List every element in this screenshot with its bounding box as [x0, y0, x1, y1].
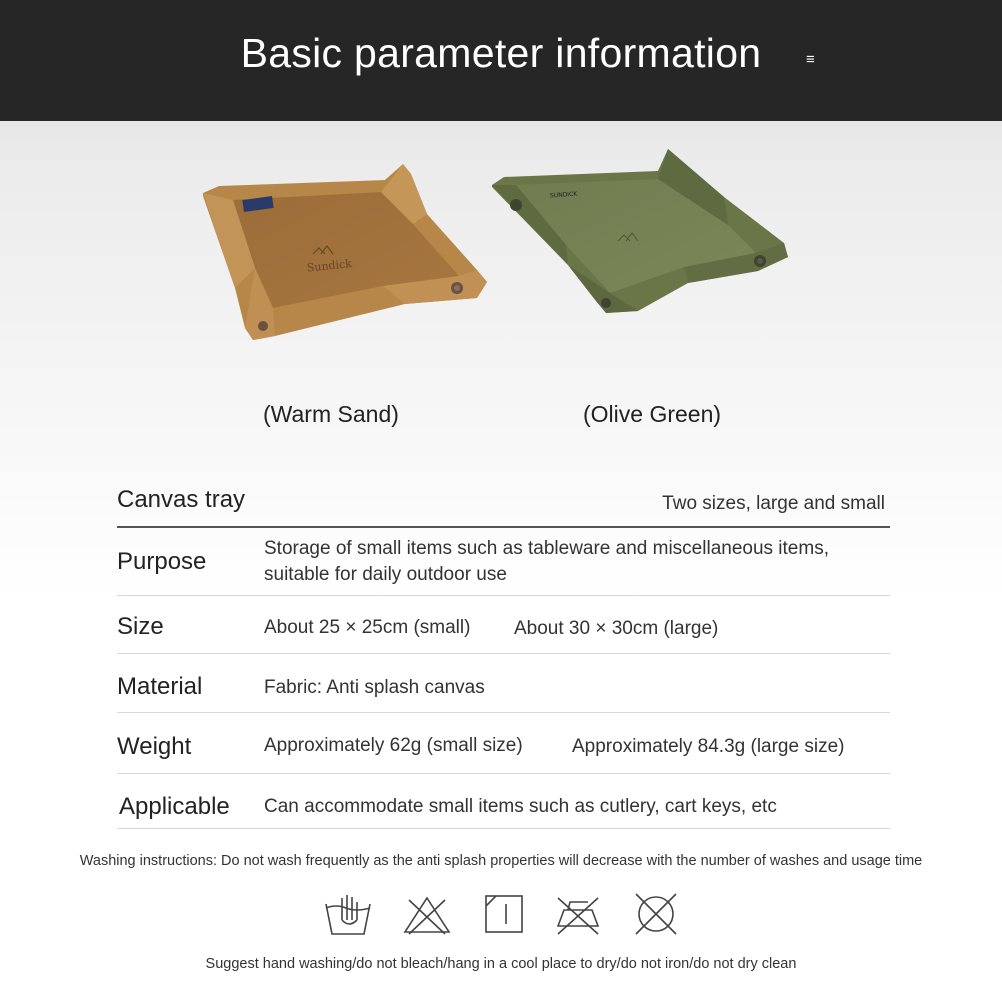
row-divider: [117, 828, 890, 829]
size-value-large: About 30 × 30cm (large): [514, 618, 719, 639]
olive-green-tray-image: [488, 145, 798, 325]
no-bleach-icon: [401, 890, 453, 938]
row-divider: [117, 773, 890, 774]
applicable-label: Applicable: [119, 793, 230, 820]
weight-value-small: Approximately 62g (small size): [264, 735, 523, 756]
applicable-value: Can accommodate small items such as cutlery, cart keys, etc: [264, 796, 777, 817]
no-dry-clean-icon: [630, 890, 682, 938]
olive-green-caption: (Olive Green): [583, 401, 722, 427]
care-suggestion: Suggest hand washing/do not bleach/hang in a cool place to dry/do not iron/do not dry clean: [205, 956, 797, 972]
row-divider: [117, 712, 890, 713]
size-value-small: About 25 × 25cm (small): [264, 617, 471, 638]
row-divider: [117, 595, 890, 596]
weight-label: Weight: [117, 733, 192, 760]
purpose-label: Purpose: [117, 548, 207, 575]
spec-divider: [117, 526, 890, 528]
brand-logo-text: Sundick: [306, 257, 353, 275]
warm-sand-caption: (Warm Sand): [263, 401, 399, 427]
material-label: Material: [117, 673, 203, 700]
washing-instructions: Washing instructions: Do not wash frequently as the anti splash properties will decrease with the number of washes and usage time: [79, 853, 923, 869]
spec-title: Canvas tray: [117, 486, 246, 513]
purpose-value-line2: suitable for daily outdoor use: [264, 564, 507, 585]
material-value: Fabric: Anti splash canvas: [264, 677, 485, 698]
weight-value-large: Approximately 84.3g (large size): [572, 736, 845, 757]
no-iron-icon: [552, 890, 604, 938]
header-bar: [0, 0, 1002, 121]
menu-icon[interactable]: ≡: [806, 51, 815, 68]
row-divider: [117, 653, 890, 654]
page-title: Basic parameter information: [240, 30, 762, 76]
size-label: Size: [117, 613, 164, 640]
brand-tag-text: SUNDICK: [549, 190, 578, 200]
purpose-value: Storage of small items such as tableware and miscellaneous items,: [264, 538, 829, 559]
hang-dry-icon: [478, 890, 530, 938]
care-icons-row: [0, 890, 1002, 940]
warm-sand-tray-image: [195, 158, 495, 348]
spec-note: Two sizes, large and small: [662, 493, 885, 514]
hand-wash-icon: [322, 890, 374, 938]
